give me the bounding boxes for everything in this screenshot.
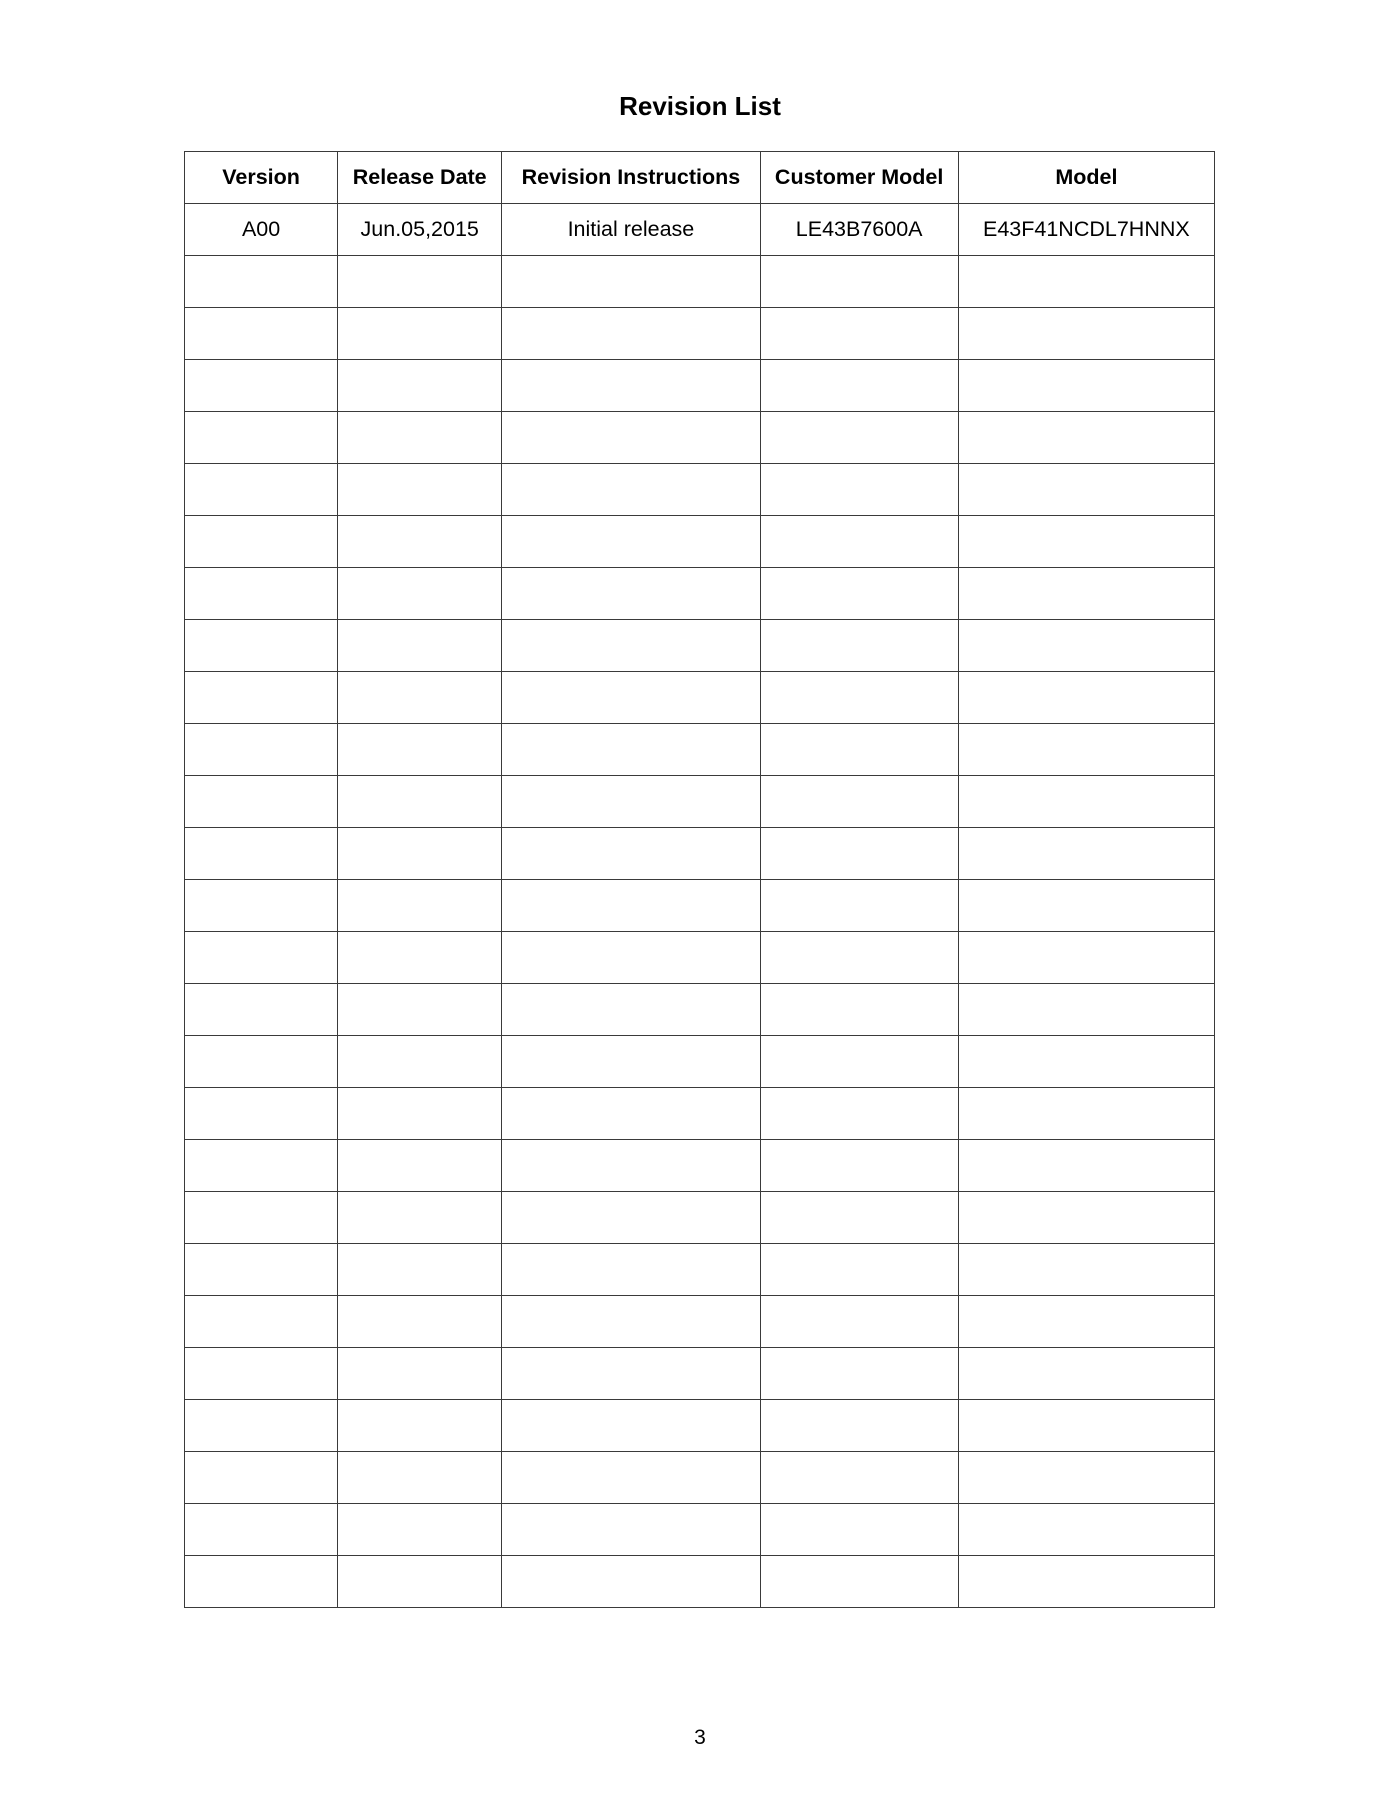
cell-release-date — [338, 1036, 502, 1088]
cell-model — [958, 1296, 1214, 1348]
cell-revision-instructions — [502, 1452, 760, 1504]
table-row — [185, 308, 1215, 360]
table-row — [185, 620, 1215, 672]
cell-revision-instructions — [502, 1192, 760, 1244]
cell-revision-instructions — [502, 1400, 760, 1452]
cell-version — [185, 1556, 338, 1608]
cell-revision-instructions — [502, 568, 760, 620]
table-row — [185, 1244, 1215, 1296]
cell-revision-instructions — [502, 412, 760, 464]
cell-version — [185, 1452, 338, 1504]
cell-model — [958, 828, 1214, 880]
cell-model — [958, 308, 1214, 360]
cell-customer-model — [760, 516, 958, 568]
cell-version — [185, 1140, 338, 1192]
cell-version — [185, 724, 338, 776]
cell-model — [958, 1192, 1214, 1244]
cell-model — [958, 516, 1214, 568]
header-customer-model: Customer Model — [760, 152, 958, 204]
header-model: Model — [958, 152, 1214, 204]
cell-version — [185, 360, 338, 412]
cell-model — [958, 672, 1214, 724]
cell-release-date — [338, 1192, 502, 1244]
cell-customer-model — [760, 776, 958, 828]
cell-release-date — [338, 1504, 502, 1556]
cell-model — [958, 1244, 1214, 1296]
table-row — [185, 516, 1215, 568]
table-row — [185, 1556, 1215, 1608]
cell-model — [958, 464, 1214, 516]
cell-version — [185, 568, 338, 620]
cell-customer-model — [760, 880, 958, 932]
table-row — [185, 1452, 1215, 1504]
page-title: Revision List — [619, 91, 781, 121]
revision-table — [184, 151, 1215, 1608]
cell-revision-instructions — [502, 256, 760, 308]
page-number: 3 — [694, 1726, 706, 1749]
cell-version — [185, 776, 338, 828]
table-header-row — [185, 152, 1215, 204]
cell-release-date — [338, 1296, 502, 1348]
cell-release-date — [338, 1400, 502, 1452]
cell-release-date — [338, 1140, 502, 1192]
table-row — [185, 204, 1215, 256]
cell-version — [185, 1088, 338, 1140]
cell-revision-instructions — [502, 360, 760, 412]
table-row — [185, 568, 1215, 620]
cell-model — [958, 932, 1214, 984]
cell-customer-model — [760, 1088, 958, 1140]
cell-customer-model: LE43B7600A — [760, 204, 958, 256]
cell-release-date — [338, 984, 502, 1036]
cell-customer-model — [760, 1296, 958, 1348]
cell-release-date — [338, 1244, 502, 1296]
cell-revision-instructions — [502, 1348, 760, 1400]
cell-model — [958, 360, 1214, 412]
cell-revision-instructions — [502, 1036, 760, 1088]
table-row — [185, 256, 1215, 308]
cell-version — [185, 1192, 338, 1244]
cell-version — [185, 828, 338, 880]
cell-revision-instructions — [502, 516, 760, 568]
cell-revision-instructions — [502, 1296, 760, 1348]
table-row — [185, 776, 1215, 828]
cell-customer-model — [760, 932, 958, 984]
table-row — [185, 1348, 1215, 1400]
cell-version — [185, 516, 338, 568]
cell-revision-instructions — [502, 620, 760, 672]
table-row — [185, 412, 1215, 464]
cell-customer-model — [760, 1556, 958, 1608]
cell-customer-model — [760, 828, 958, 880]
cell-model — [958, 776, 1214, 828]
cell-version: A00 — [185, 204, 338, 256]
cell-customer-model — [760, 620, 958, 672]
cell-release-date — [338, 620, 502, 672]
cell-release-date — [338, 1088, 502, 1140]
cell-revision-instructions — [502, 828, 760, 880]
table-row — [185, 672, 1215, 724]
cell-release-date: Jun.05,2015 — [338, 204, 502, 256]
table-row — [185, 1296, 1215, 1348]
cell-customer-model — [760, 464, 958, 516]
header-revision-instructions: Revision Instructions — [502, 152, 760, 204]
cell-model — [958, 256, 1214, 308]
table-row — [185, 880, 1215, 932]
cell-version — [185, 932, 338, 984]
cell-revision-instructions — [502, 1088, 760, 1140]
cell-release-date — [338, 932, 502, 984]
cell-customer-model — [760, 672, 958, 724]
cell-model — [958, 724, 1214, 776]
cell-model — [958, 1036, 1214, 1088]
cell-revision-instructions — [502, 880, 760, 932]
cell-model — [958, 1348, 1214, 1400]
cell-customer-model — [760, 568, 958, 620]
cell-model — [958, 1400, 1214, 1452]
header-version: Version — [185, 152, 338, 204]
cell-revision-instructions — [502, 984, 760, 1036]
cell-customer-model — [760, 984, 958, 1036]
cell-model — [958, 620, 1214, 672]
cell-release-date — [338, 1452, 502, 1504]
cell-release-date — [338, 308, 502, 360]
cell-revision-instructions — [502, 464, 760, 516]
table-row — [185, 828, 1215, 880]
cell-model — [958, 984, 1214, 1036]
cell-revision-instructions — [502, 1556, 760, 1608]
table-row — [185, 464, 1215, 516]
cell-release-date — [338, 464, 502, 516]
cell-customer-model — [760, 1504, 958, 1556]
table-row — [185, 1140, 1215, 1192]
cell-revision-instructions — [502, 776, 760, 828]
table-row — [185, 360, 1215, 412]
cell-revision-instructions — [502, 308, 760, 360]
cell-customer-model — [760, 1036, 958, 1088]
cell-version — [185, 1296, 338, 1348]
table-body — [185, 204, 1215, 1608]
cell-release-date — [338, 360, 502, 412]
cell-release-date — [338, 672, 502, 724]
cell-version — [185, 308, 338, 360]
cell-version — [185, 672, 338, 724]
cell-revision-instructions: Initial release — [502, 204, 760, 256]
cell-version — [185, 1504, 338, 1556]
cell-release-date — [338, 828, 502, 880]
cell-version — [185, 1244, 338, 1296]
cell-model — [958, 1556, 1214, 1608]
cell-model — [958, 412, 1214, 464]
cell-release-date — [338, 776, 502, 828]
cell-release-date — [338, 256, 502, 308]
cell-model: E43F41NCDL7HNNX — [958, 204, 1214, 256]
cell-model — [958, 568, 1214, 620]
cell-customer-model — [760, 724, 958, 776]
cell-version — [185, 1036, 338, 1088]
cell-customer-model — [760, 360, 958, 412]
cell-release-date — [338, 880, 502, 932]
cell-customer-model — [760, 1400, 958, 1452]
cell-customer-model — [760, 412, 958, 464]
header-release-date: Release Date — [338, 152, 502, 204]
cell-release-date — [338, 1556, 502, 1608]
cell-model — [958, 880, 1214, 932]
cell-customer-model — [760, 308, 958, 360]
cell-customer-model — [760, 256, 958, 308]
cell-revision-instructions — [502, 1244, 760, 1296]
cell-model — [958, 1088, 1214, 1140]
cell-release-date — [338, 1348, 502, 1400]
cell-revision-instructions — [502, 672, 760, 724]
cell-version — [185, 880, 338, 932]
cell-customer-model — [760, 1192, 958, 1244]
cell-version — [185, 256, 338, 308]
table-row — [185, 1036, 1215, 1088]
cell-model — [958, 1452, 1214, 1504]
cell-model — [958, 1504, 1214, 1556]
table-row — [185, 724, 1215, 776]
cell-revision-instructions — [502, 1140, 760, 1192]
cell-revision-instructions — [502, 1504, 760, 1556]
cell-customer-model — [760, 1348, 958, 1400]
cell-version — [185, 412, 338, 464]
cell-version — [185, 1348, 338, 1400]
cell-revision-instructions — [502, 932, 760, 984]
table-row — [185, 1400, 1215, 1452]
table-row — [185, 1192, 1215, 1244]
cell-customer-model — [760, 1452, 958, 1504]
cell-release-date — [338, 412, 502, 464]
table-row — [185, 1504, 1215, 1556]
table-row — [185, 984, 1215, 1036]
cell-version — [185, 984, 338, 1036]
cell-version — [185, 1400, 338, 1452]
cell-revision-instructions — [502, 724, 760, 776]
cell-version — [185, 464, 338, 516]
table-row — [185, 932, 1215, 984]
cell-release-date — [338, 568, 502, 620]
cell-release-date — [338, 516, 502, 568]
cell-model — [958, 1140, 1214, 1192]
table-row — [185, 1088, 1215, 1140]
cell-customer-model — [760, 1244, 958, 1296]
cell-version — [185, 620, 338, 672]
cell-release-date — [338, 724, 502, 776]
cell-customer-model — [760, 1140, 958, 1192]
